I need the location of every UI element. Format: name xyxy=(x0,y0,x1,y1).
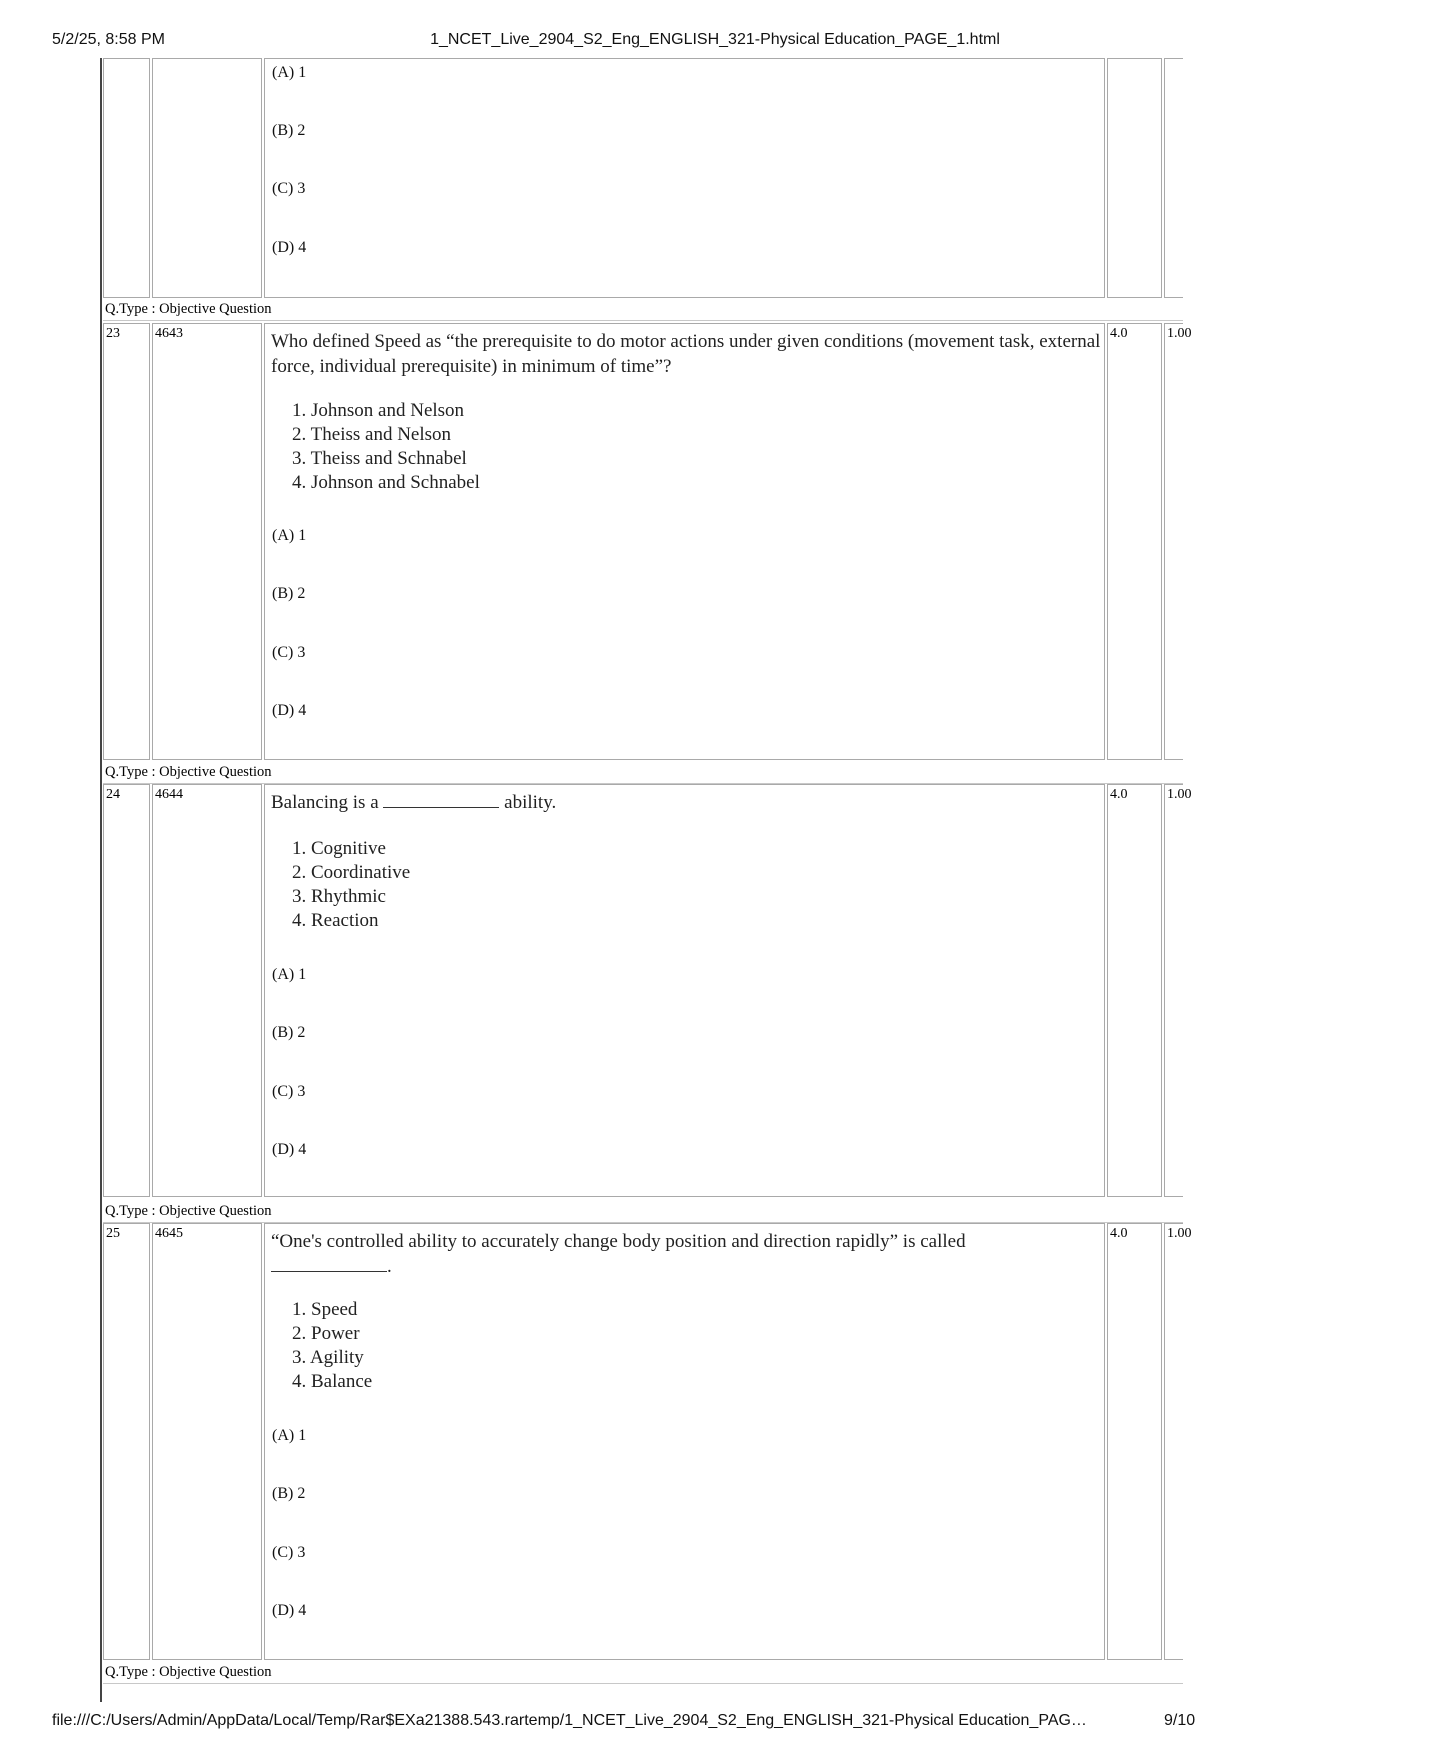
question-marks: 4.0 xyxy=(1110,787,1128,802)
sno-cell xyxy=(103,58,150,298)
negative-cell xyxy=(1164,58,1183,298)
question-cell xyxy=(264,58,1105,298)
question-text-before: Balancing is a xyxy=(271,792,379,813)
negative-cell xyxy=(1164,323,1192,760)
choice-item: 3. Theiss and Schnabel xyxy=(292,448,467,469)
answer-option-d: (D) 4 xyxy=(272,1602,307,1619)
question-text: Who defined Speed as “the prerequisite to do motor actions under given conditions (movement task, external force, individual prerequisite) in minimum of time”? xyxy=(271,331,1101,377)
marks-cell xyxy=(1107,58,1162,298)
table-left-border xyxy=(100,58,102,1702)
answer-option-b: (B) 2 xyxy=(272,1024,306,1041)
question-marks: 4.0 xyxy=(1110,1226,1128,1241)
answer-option-b: (B) 2 xyxy=(272,1485,306,1502)
question-text xyxy=(271,1229,1101,1279)
question-text-end: . xyxy=(387,1256,392,1277)
question-cell xyxy=(264,1223,1105,1660)
divider xyxy=(103,320,1183,321)
answer-option-d: (D) 4 xyxy=(272,702,307,719)
choice-item: 3. Agility xyxy=(292,1347,364,1368)
choice-list xyxy=(292,399,480,495)
question-type-label: Q.Type : Objective Question xyxy=(105,301,272,317)
marks-cell xyxy=(1107,1223,1162,1660)
print-file-path: file:///C:/Users/Admin/AppData/Local/Temp/Rar$EXa21388.543.rartemp/1_NCET_Live_2904_S2_Eng_ENGLISH_321-Physical Education_PAG… xyxy=(52,1712,1087,1729)
print-title: 1_NCET_Live_2904_S2_Eng_ENGLISH_321-Physical Education_PAGE_1.html xyxy=(430,31,1000,48)
answer-option-c: (C) 3 xyxy=(272,644,306,661)
choice-item: 1. Cognitive xyxy=(292,838,386,859)
negative-marks: 1.00 xyxy=(1167,1226,1192,1241)
fill-in-blank xyxy=(271,1255,387,1272)
marks-cell xyxy=(1107,784,1162,1197)
fill-in-blank xyxy=(383,791,499,808)
qid-cell xyxy=(152,58,262,298)
answer-option-b: (B) 2 xyxy=(272,585,306,602)
choice-item: 4. Balance xyxy=(292,1371,373,1392)
qid-cell xyxy=(152,1223,262,1660)
answer-option-d: (D) 4 xyxy=(272,239,307,256)
question-cell xyxy=(264,323,1105,760)
choice-list xyxy=(292,837,410,933)
question-text-after: ability. xyxy=(504,792,557,813)
sno-cell xyxy=(103,323,150,760)
negative-marks: 1.00 xyxy=(1167,787,1192,802)
divider xyxy=(103,1683,1183,1684)
answer-option-c: (C) 3 xyxy=(272,180,306,197)
answer-option-d: (D) 4 xyxy=(272,1141,307,1158)
choice-item: 2. Coordinative xyxy=(292,862,411,883)
negative-cell xyxy=(1164,1223,1192,1660)
answer-option-c: (C) 3 xyxy=(272,1544,306,1561)
question-text-main: “One's controlled ability to accurately change body position and direction rapidly” is called xyxy=(271,1231,966,1252)
answer-option-a: (A) 1 xyxy=(272,64,307,81)
marks-cell xyxy=(1107,323,1162,760)
negative-cell xyxy=(1164,784,1192,1197)
choice-item: 1. Speed xyxy=(292,1299,358,1320)
choice-item: 4. Johnson and Schnabel xyxy=(292,472,480,493)
sno-cell xyxy=(103,1223,150,1660)
question-type-label: Q.Type : Objective Question xyxy=(105,1664,272,1680)
question-serial-number: 24 xyxy=(106,787,120,802)
question-id: 4643 xyxy=(155,326,183,341)
negative-marks: 1.00 xyxy=(1167,326,1192,341)
page-number: 9/10 xyxy=(1164,1712,1196,1729)
answer-option-a: (A) 1 xyxy=(272,966,307,983)
answer-option-b: (B) 2 xyxy=(272,122,306,139)
question-id: 4645 xyxy=(155,1226,183,1241)
question-type-label: Q.Type : Objective Question xyxy=(105,1203,272,1219)
question-serial-number: 25 xyxy=(106,1226,120,1241)
sno-cell xyxy=(103,784,150,1197)
question-serial-number: 23 xyxy=(106,326,120,341)
print-datetime: 5/2/25, 8:58 PM xyxy=(52,31,165,48)
choice-item: 4. Reaction xyxy=(292,910,379,931)
qid-cell xyxy=(152,323,262,760)
choice-item: 2. Power xyxy=(292,1323,360,1344)
question-text xyxy=(271,790,1101,815)
choice-item: 2. Theiss and Nelson xyxy=(292,424,452,445)
choice-item: 1. Johnson and Nelson xyxy=(292,400,465,421)
answer-option-c: (C) 3 xyxy=(272,1083,306,1100)
question-marks: 4.0 xyxy=(1110,326,1128,341)
choice-item: 3. Rhythmic xyxy=(292,886,386,907)
question-id: 4644 xyxy=(155,787,183,802)
answer-option-a: (A) 1 xyxy=(272,527,307,544)
choice-list xyxy=(292,1298,372,1394)
question-type-label: Q.Type : Objective Question xyxy=(105,764,272,780)
answer-option-a: (A) 1 xyxy=(272,1427,307,1444)
qid-cell xyxy=(152,784,262,1197)
